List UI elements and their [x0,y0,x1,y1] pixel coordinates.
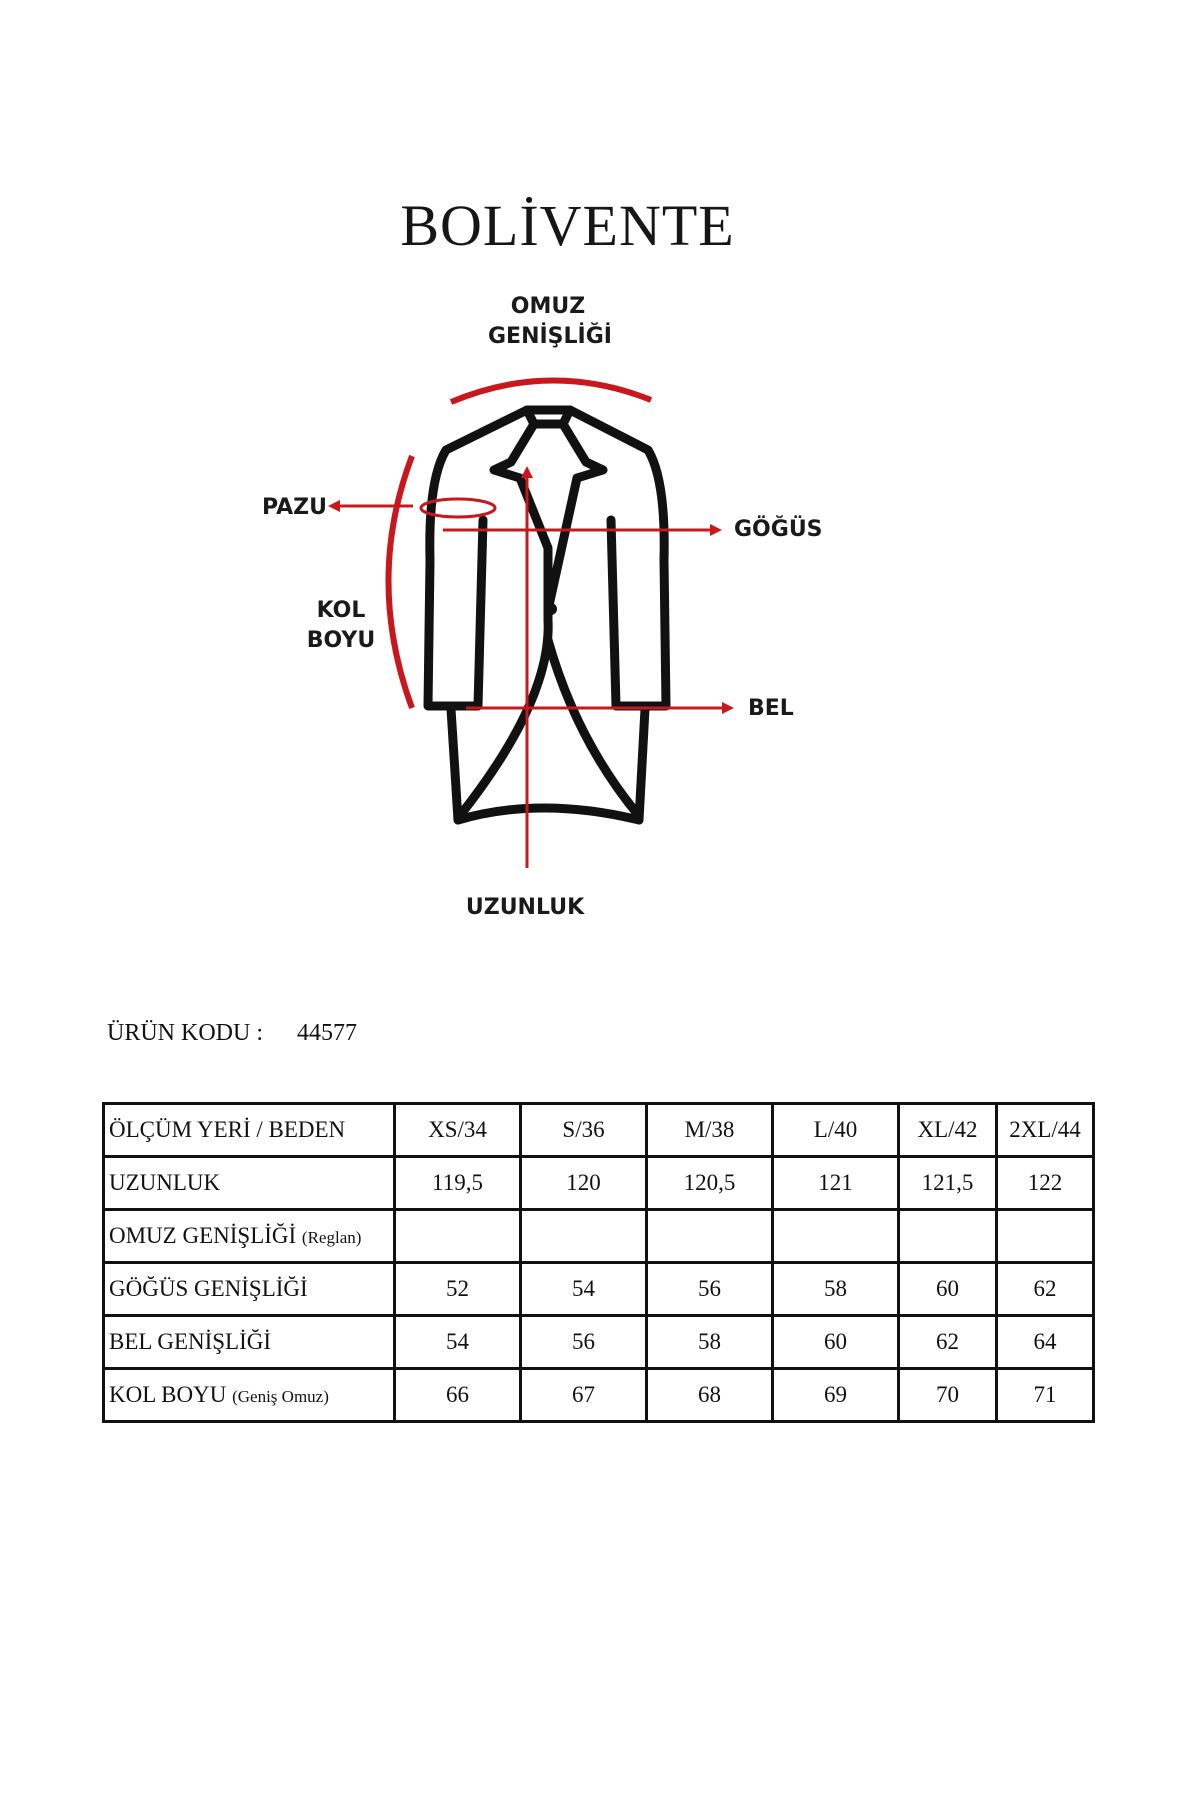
table-row [104,1157,1094,1210]
value-cell [395,1210,521,1263]
table-row [104,1316,1094,1369]
row-label: UZUNLUK [109,1170,221,1195]
header-cell: ÖLÇÜM YERİ / BEDEN [104,1104,395,1157]
label-pazu: PAZU [262,495,327,520]
product-code-value: 44577 [297,1020,357,1046]
coat-icon [428,410,666,820]
value-cell: 58 [647,1316,773,1369]
value-cell: 120 [521,1157,647,1210]
row-label: GÖĞÜS GENİŞLİĞİ [109,1276,308,1301]
row-label: KOL BOYU [109,1382,227,1407]
value-cell: 122 [997,1157,1094,1210]
value-cell [997,1210,1094,1263]
value-cell: 67 [521,1369,647,1422]
value-cell: 62 [899,1316,997,1369]
chest-arrowhead [710,524,722,536]
value-cell: 71 [997,1369,1094,1422]
length-arrowhead [521,466,533,478]
header-cell: 2XL/44 [997,1104,1094,1157]
row-label-cell [104,1263,395,1316]
header-cell: M/38 [647,1104,773,1157]
value-cell [773,1210,899,1263]
label-bel: BEL [748,696,794,721]
value-cell: 119,5 [395,1157,521,1210]
label-gogus: GÖĞÜS [734,517,823,542]
label-uzunluk: UZUNLUK [465,895,585,920]
header-cell: XS/34 [395,1104,521,1157]
size-table [102,1102,1095,1423]
table-header-row [104,1104,1094,1157]
value-cell: 121 [773,1157,899,1210]
value-cell [647,1210,773,1263]
header-cell: L/40 [773,1104,899,1157]
value-cell: 58 [773,1263,899,1316]
product-code [107,1020,357,1047]
row-label: BEL GENİŞLİĞİ [109,1329,272,1354]
value-cell: 60 [899,1263,997,1316]
label-kol-boyu: KOL BOYU [306,598,376,653]
label-omuz: OMUZ GENİŞLİĞİ [488,294,612,349]
row-label-cell [104,1369,395,1422]
value-cell: 69 [773,1369,899,1422]
value-cell: 52 [395,1263,521,1316]
value-cell: 60 [773,1316,899,1369]
value-cell: 68 [647,1369,773,1422]
header-cell: S/36 [521,1104,647,1157]
value-cell [521,1210,647,1263]
table-row [104,1369,1094,1422]
value-cell: 121,5 [899,1157,997,1210]
table-row [104,1263,1094,1316]
value-cell: 62 [997,1263,1094,1316]
value-cell: 56 [647,1263,773,1316]
value-cell: 70 [899,1369,997,1422]
coat-button [545,603,557,615]
value-cell: 54 [395,1316,521,1369]
table-row [104,1210,1094,1263]
sleeve-arc [389,456,413,708]
product-code-label: ÜRÜN KODU : [107,1020,263,1046]
value-cell: 56 [521,1316,647,1369]
row-label: OMUZ GENİŞLİĞİ [109,1223,297,1248]
row-note: (Reglan) [301,1228,362,1247]
brand-logo: BOLİVENTE [400,193,735,258]
row-label-cell [104,1316,395,1369]
header-cell: XL/42 [899,1104,997,1157]
value-cell [899,1210,997,1263]
shoulder-arc [451,380,651,402]
waist-arrowhead [722,702,734,714]
value-cell: 66 [395,1369,521,1422]
value-cell: 64 [997,1316,1094,1369]
row-note: (Geniş Omuz) [232,1387,329,1406]
row-label-cell [104,1210,395,1263]
value-cell: 120,5 [647,1157,773,1210]
value-cell: 54 [521,1263,647,1316]
row-label-cell [104,1157,395,1210]
